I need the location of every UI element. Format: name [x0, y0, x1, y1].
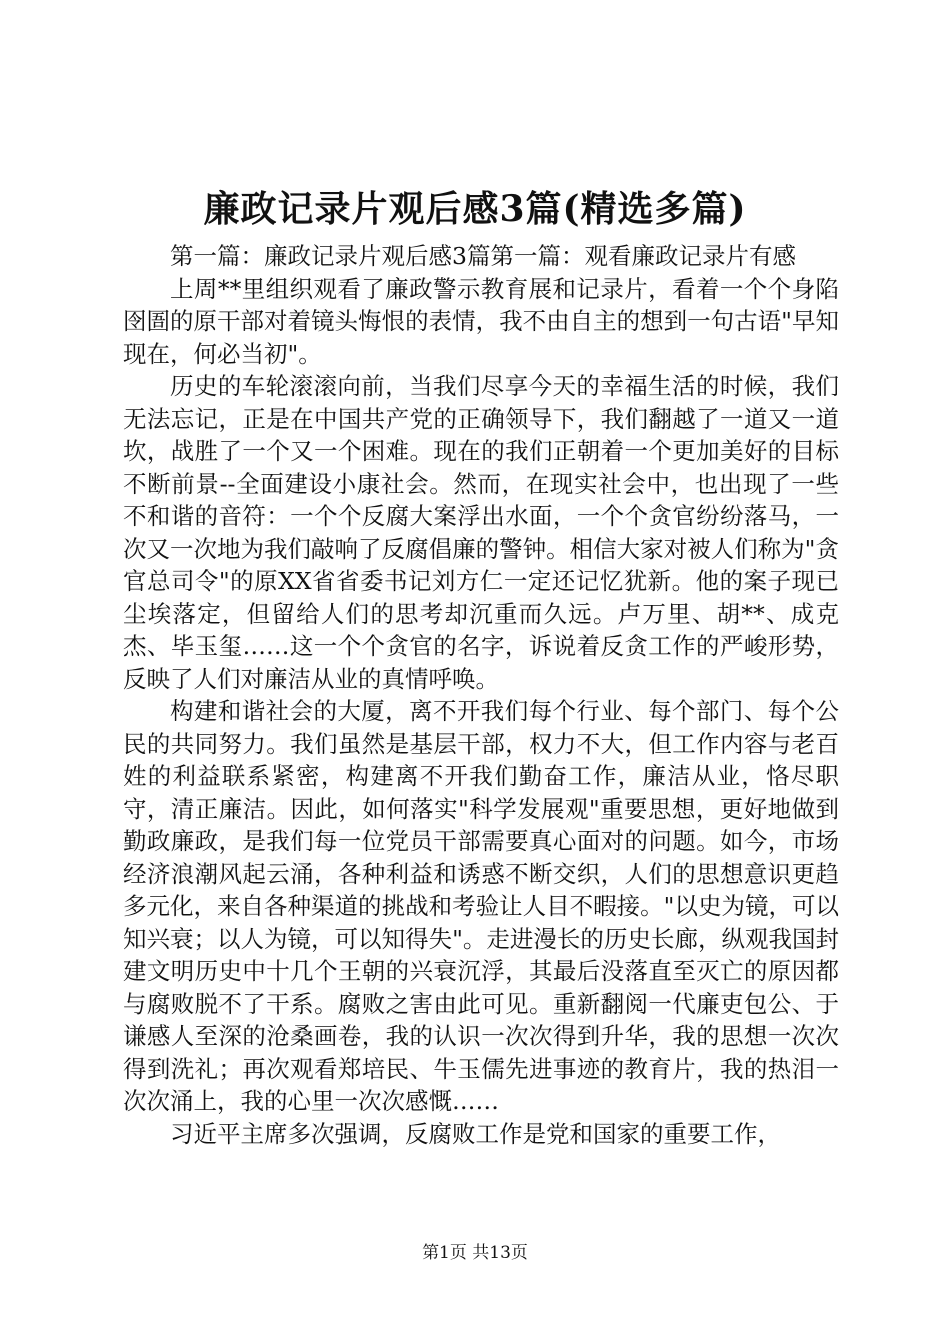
paragraph-1: 第一篇：廉政记录片观后感3篇第一篇：观看廉政记录片有感: [170, 242, 796, 270]
page-footer: 第1页 共13页: [422, 1243, 528, 1263]
paragraph-4: 构建和谐社会的大厦，离不开我们每个行业、每个部门、每个公民的共同努力。我们虽然是基层干部，权力不大，但工作内容与老百姓的利益联系紧密，构建离不开我们勤奋工作，廉洁从业，恪尽职守，清正廉洁。因此，如何落实"科学发展观"重要思想，更好地做到勤政廉政，是我们每一位党员干部需要真心面对的问题。如今，市场经济浪潮风起云涌，各种利益和诱惑不断交织，人们的思想意识更趋多元化，来自各种渠道的挑战和考验让人目不暇接。"以史为镜，可以知兴衰；以人为镜，可以知得失"。走进漫长的历史长廊，纵观我国封建文明历史中十几个王朝的兴衰沉浮，其最后没落直至灭亡的原因都与腐败脱不了干系。腐败之害由此可见。重新翻阅一代廉吏包公、于谦感人至深的沧桑画卷，我的认识一次次得到升华，我的思想一次次得到洗礼；再次观看郑培民、牛玉儒先进事迹的教育片，我的热泪一次次涌上，我的心里一次次感慨……: [123, 697, 839, 1115]
document-body: [123, 240, 839, 1150]
paragraph-3: 历史的车轮滚滚向前，当我们尽享今天的幸福生活的时候，我们无法忘记，正是在中国共产党的正确领导下，我们翻越了一道又一道坎，战胜了一个又一个困难。现在的我们正朝着一个更加美好的目标不断前景--全面建设小康社会。然而，在现实社会中，也出现了一些不和谐的音符：一个个反腐大案浮出水面，一个个贪官纷纷落马，一次又一次地为我们敲响了反腐倡廉的警钟。相信大家对被人们称为"贪官总司令"的原XX省省委书记刘方仁一定还记忆犹新。他的案子现已尘埃落定，但留给人们的思考却沉重而久远。卢万里、胡**、成克杰、毕玉玺……这一个个贪官的名字，诉说着反贪工作的严峻形势，反映了人们对廉洁从业的真情呼唤。: [123, 372, 839, 693]
paragraph-2: 上周**里组织观看了廉政警示教育展和记录片，看着一个个身陷囹圄的原干部对着镜头悔恨的表情，我不由自主的想到一句古语"早知现在，何必当初"。: [123, 274, 839, 368]
document-title: 廉政记录片观后感3篇(精选多篇): [203, 188, 747, 230]
paragraph-5: 习近平主席多次强调，反腐败工作是党和国家的重要工作，: [170, 1119, 781, 1148]
